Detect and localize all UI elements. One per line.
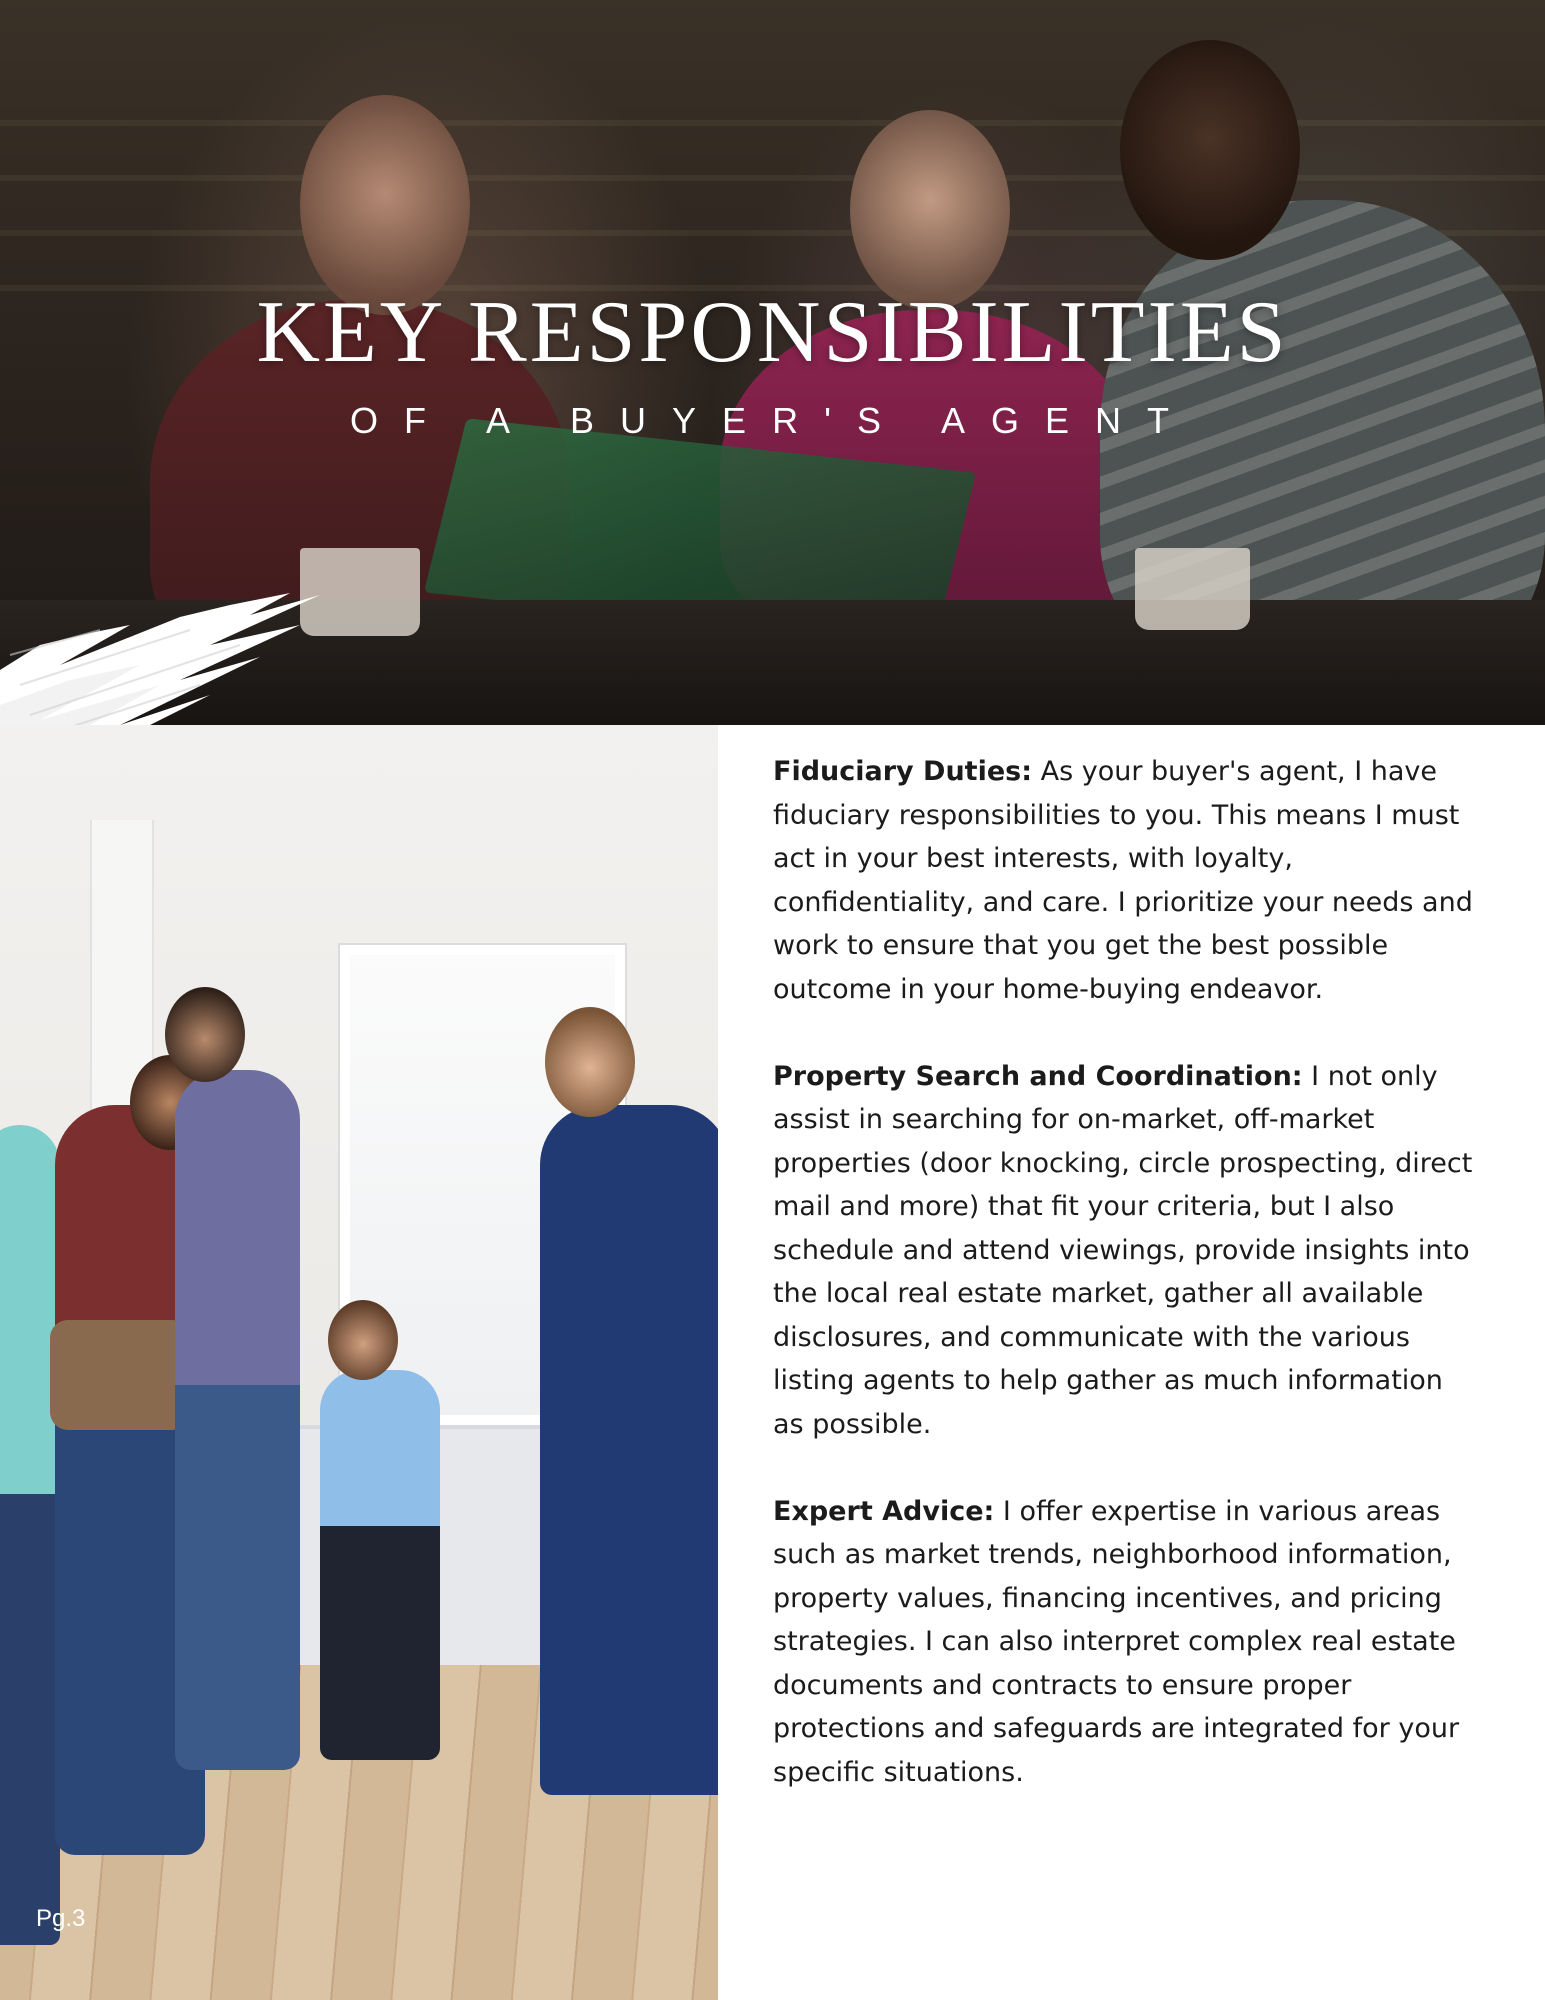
figure-handbag [50,1320,190,1430]
page-number: Pg.3 [36,1905,86,1932]
figure-father [175,1070,300,1770]
responsibilities-text [773,750,1473,1838]
body-property-search: I not only assist in searching for on-market, off-market properties (door knocking, circle prospecting, direct mail and more) that fit your criteria, but I also schedule and attend viewings, provide insights into the local real estate market, gather all available disclosures, and communicate with the various listing agents to help gather as much information as possible. [773,1060,1473,1440]
figure-agent-head [545,1007,635,1117]
paragraph-expert-advice [773,1490,1473,1795]
hero-cup-right [1135,548,1250,630]
figure-agent [540,1105,718,1795]
heading-fiduciary-duties: Fiduciary Duties: [773,756,1033,787]
page-subtitle: OF A BUYER'S AGENT [350,400,1195,441]
heading-expert-advice: Expert Advice: [773,1495,995,1527]
hero-head-right [1120,40,1300,260]
figure-boy [320,1370,440,1760]
body-expert-advice: I offer expertise in various areas such as market trends, neighborhood information, property values, financing incentives, and pricing strategies. I can also interpret complex real estate documents and contracts to ensure proper protections and safeguards are integrated for your specific situations. [773,1495,1460,1788]
family-house-tour-photo [0,725,718,2000]
paragraph-fiduciary-duties [773,750,1473,1011]
hero-head-middle [850,110,1010,310]
figure-father-head [165,987,245,1082]
heading-property-search: Property Search and Coordination: [773,1060,1303,1092]
paragraph-property-search [773,1055,1473,1447]
figure-boy-head [328,1300,398,1380]
body-fiduciary-duties: As your buyer's agent, I have fiduciary responsibilities to you. This means I must act in your best interests, with loyalty, confidentiality, and care. I prioritize your needs and work to ensure that you get the best possible outcome in your home-buying endeavor. [773,756,1473,1005]
page-title: KEY RESPONSIBILITIES [256,284,1289,381]
figure-girl [0,1125,60,1945]
